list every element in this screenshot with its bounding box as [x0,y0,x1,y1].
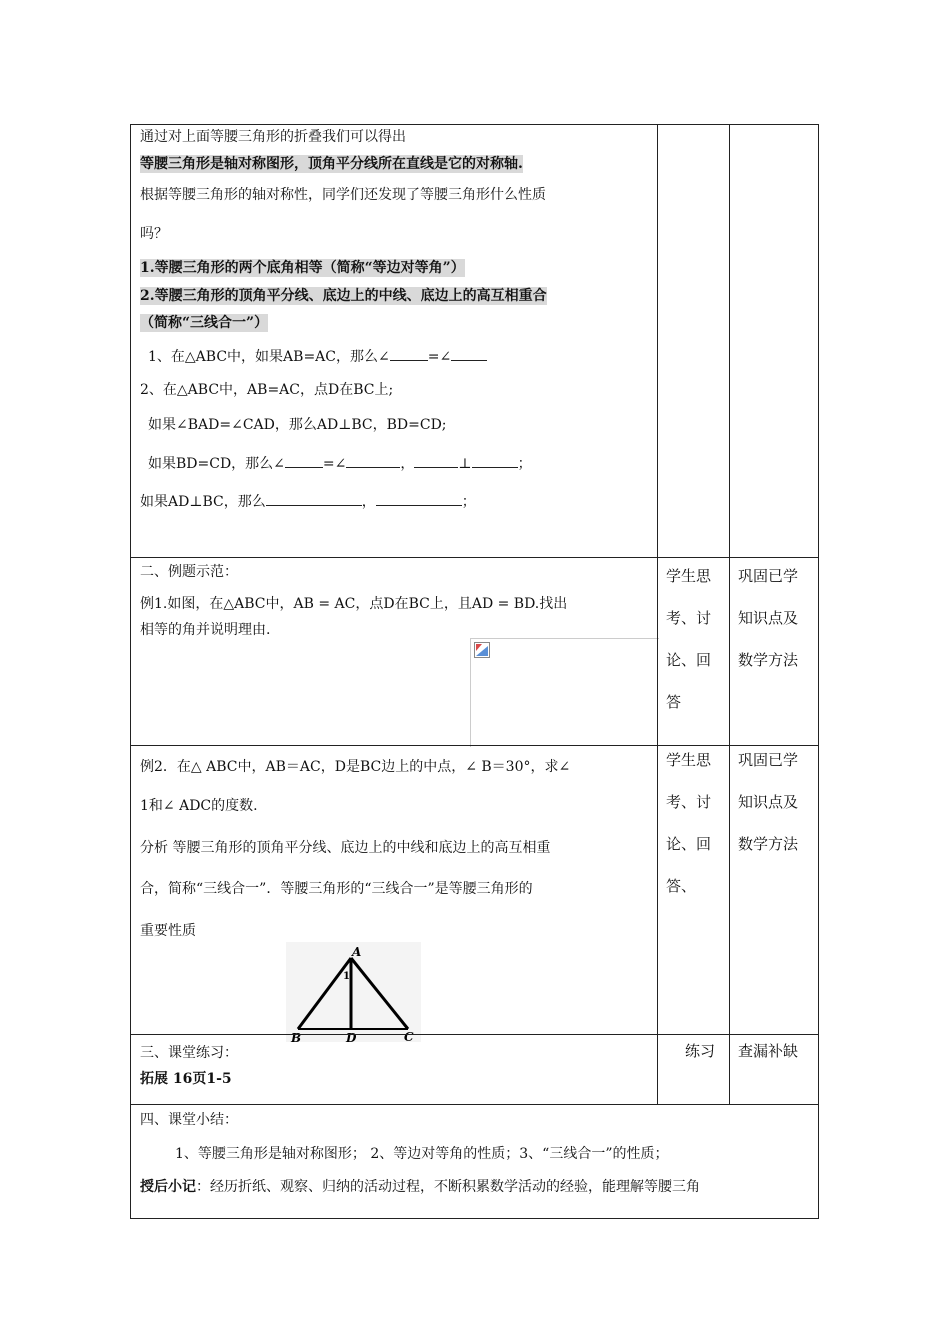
answer-blank[interactable] [285,453,323,468]
section-title-practice: 三、课堂练习： [140,1045,238,1061]
summary-line1: 1、等腰三角形是轴对称图形； 2、等边对等角的性质；3、“三线合一”的性质； [175,1146,669,1162]
row4-content-cell [130,1034,658,1105]
row1-property-1: 1.等腰三角形的两个底角相等（简称“等边对等角”） [140,260,465,276]
intent-line: 数学方法 [738,651,799,669]
activity-line: 答 [666,693,682,711]
angle-label-1: 1 [343,971,350,982]
answer-blank[interactable] [451,346,487,361]
vertex-label-a: A [352,945,362,959]
analysis-line3: 重要性质 [140,923,196,939]
answer-blank[interactable] [266,491,362,506]
triangle-figure [286,942,421,1042]
section-title-examples: 二、例题示范： [140,564,238,580]
answer-blank[interactable] [376,491,462,506]
row4-activity-cell [657,1034,730,1105]
row1-property-2: 2.等腰三角形的顶角平分线、底边上的中线、底边上的高互相重合 [140,288,547,304]
row3-content-cell [130,745,658,1042]
question-4: 如果BD=CD，那么∠ =∠ ， ⊥ ； [148,453,532,473]
vertex-label-d: D [346,1031,357,1042]
lesson-plan-table [130,124,819,1219]
row1-line3: 根据等腰三角形的轴对称性，同学们还发现了等腰三角形什么性质 [140,187,546,203]
answer-blank[interactable] [472,453,518,468]
practice-task: 拓展 16页1-5 [140,1071,232,1087]
answer-blank[interactable] [414,453,458,468]
activity-line: 考、讨 [666,793,712,811]
answer-blank[interactable] [390,346,428,361]
section-title-summary: 四、课堂小结： [140,1112,238,1128]
activity-line: 论、回 [666,835,712,853]
activity-line: 考、讨 [666,609,712,627]
vertex-label-b: B [291,1031,302,1042]
post-lesson-note-label: 授后小记 [140,1179,196,1195]
analysis-line2: 合，简称“三线合一”．等腰三角形的“三线合一”是等腰三角形的 [140,881,533,897]
row4-intent-cell [729,1034,819,1105]
row1-intent-cell [729,124,819,558]
answer-blank[interactable] [346,453,400,468]
row5-summary-cell [130,1104,819,1219]
activity-line: 答、 [666,877,697,895]
row1-line1: 通过对上面等腰三角形的折叠我们可以得出 [140,129,406,145]
activity-line: 学生思 [666,567,712,585]
row2-content-cell [130,557,658,746]
practice-intent: 查漏补缺 [738,1042,799,1060]
row1-bold-conclusion: 等腰三角形是轴对称图形，顶角平分线所在直线是它的对称轴. [140,156,523,172]
post-lesson-note: 授后小记：经历折纸、观察、归纳的活动过程，不断积累数学活动的经验，能理解等腰三角 [140,1179,700,1195]
vertex-label-c: C [404,1030,414,1042]
row2-activity-cell [657,557,730,746]
example2-line1: 例2．在△ ABC中，AB＝AC，D是BC边上的中点，∠ B＝30°，求∠ [140,759,571,775]
intent-line: 数学方法 [738,835,799,853]
practice-activity: 练习 [685,1042,716,1060]
intent-line: 巩固已学 [738,751,799,769]
row1-content-cell [130,124,658,558]
example1-line2: 相等的角并说明理由. [140,622,271,638]
example1-figure-frame [470,638,659,747]
activity-line: 学生思 [666,751,712,769]
row1-line4: 吗？ [140,226,168,242]
row2-intent-cell [729,557,819,746]
row1-property-2-cont: （简称“三线合一”） [140,315,269,331]
intent-line: 知识点及 [738,793,799,811]
broken-image-icon [474,642,490,658]
analysis-line1: 分析 等腰三角形的顶角平分线、底边上的中线和底边上的高互相重 [140,840,551,856]
row1-activity-cell [657,124,730,558]
intent-line: 知识点及 [738,609,799,627]
question-5: 如果AD⊥BC，那么 ， ； [140,491,476,511]
question-2: 2、在△ABC中，AB=AC，点D在BC上; [140,382,394,398]
question-3: 如果∠BAD=∠CAD，那么AD⊥BC，BD=CD; [148,417,447,433]
intent-line: 巩固已学 [738,567,799,585]
example2-line2: 1和∠ ADC的度数. [140,798,258,814]
example1-line1: 例1.如图，在△ABC中，AB = AC，点D在BC上，且AD = BD.找出 [140,596,568,612]
activity-line: 论、回 [666,651,712,669]
row3-activity-cell [657,745,730,1035]
row3-intent-cell [729,745,819,1035]
question-1: 1、在△ABC中，如果AB=AC，那么∠ =∠ [148,346,487,366]
